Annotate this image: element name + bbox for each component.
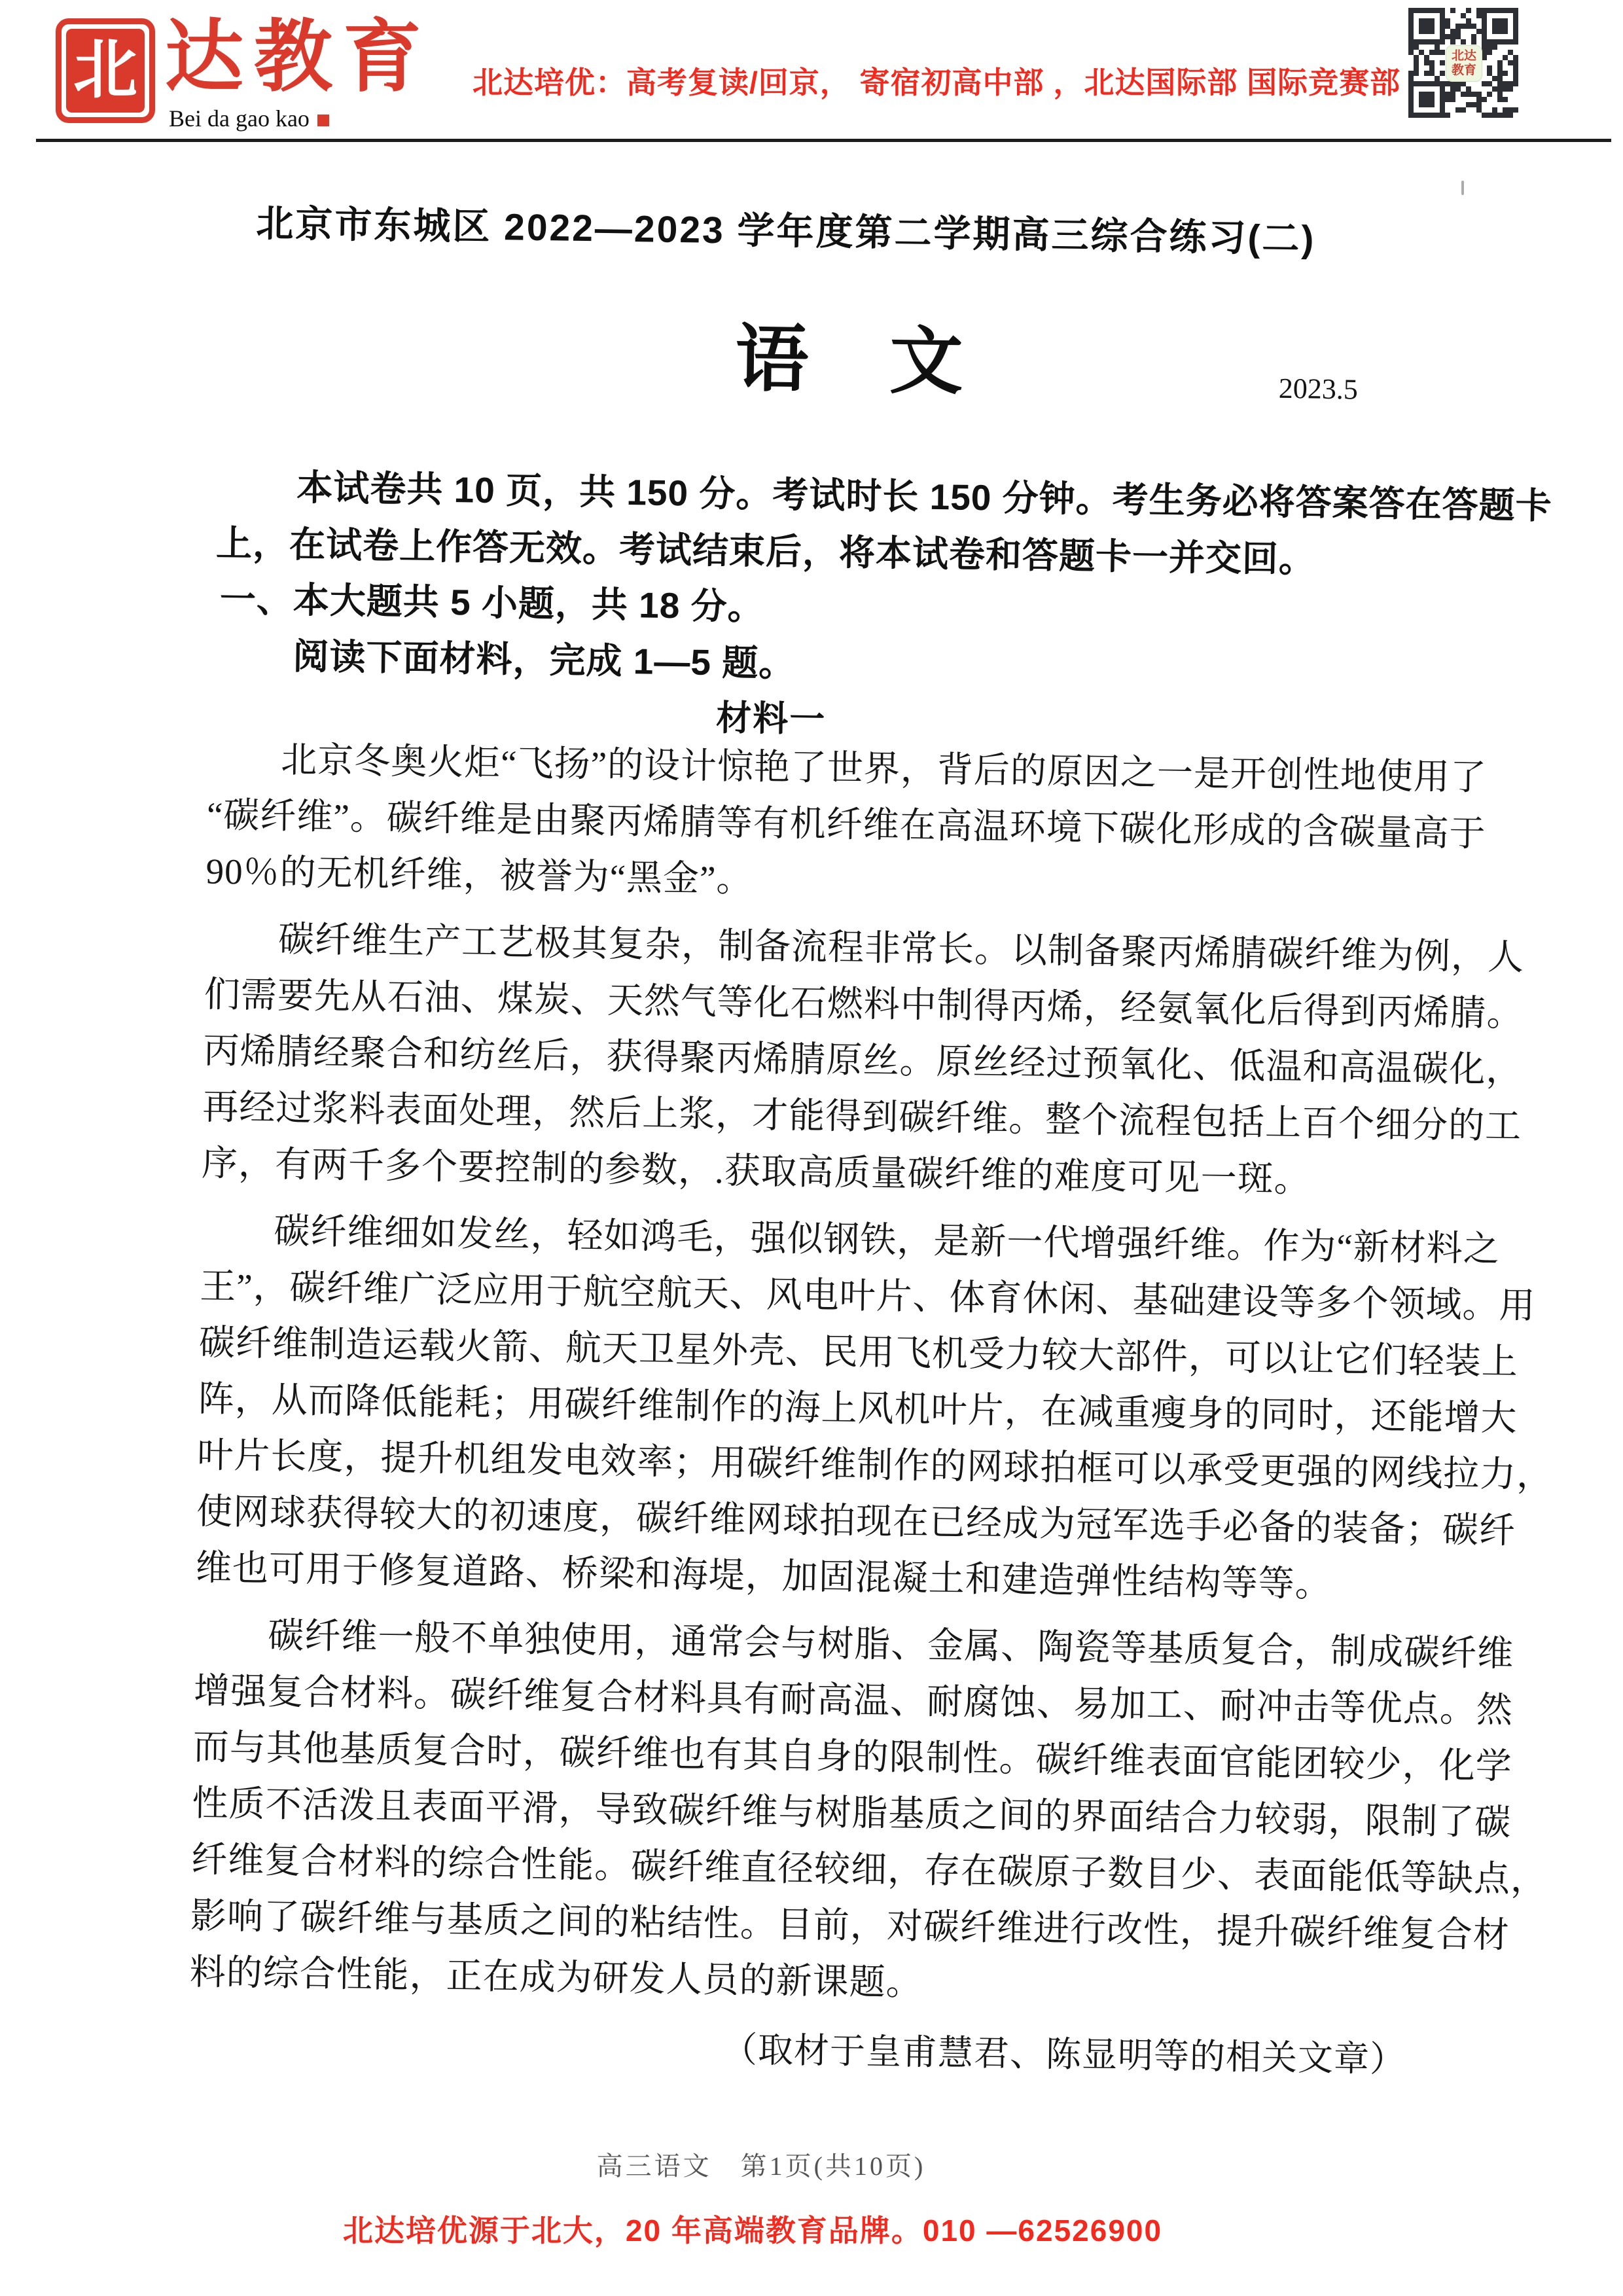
footer-slogan: 北达培优源于北大，20 年高端教育品牌。010 —62526900 xyxy=(342,2214,1163,2248)
material-text-line: 料的综合性能，正在成为研发人员的新课题。 xyxy=(189,1952,923,2003)
material-text-line: 丙烯腈经聚合和纺丝后，获得聚丙烯腈原丝。原丝经过预氧化、低温和高温碳化， xyxy=(203,1030,1523,1090)
material-text-line: 王”，碳纤维广泛应用于航空航天、风电叶片、体育休闲、基础建设等多个领域。用 xyxy=(199,1266,1536,1326)
material-text-line: 碳纤维制造运载火箭、航天卫星外壳、民用飞机受力较大部件，可以让它们轻装上 xyxy=(198,1322,1519,1382)
qr-label-bottom: 教育 xyxy=(1451,63,1476,77)
exam-date: 2023.5 xyxy=(1278,372,1359,406)
material-text-line: 维也可用于修复道路、桥梁和海堤，加固混凝土和建造弹性结构等等。 xyxy=(195,1547,1332,1605)
exam-title: 北京市东城区 2022—2023 学年度第二学期高三综合练习(二) xyxy=(255,202,1316,260)
material-text-line: 增强复合材料。碳纤维复合材料具有耐高温、耐腐蚀、易加工、耐冲击等优点。然 xyxy=(193,1670,1514,1731)
material-text-line: 北京冬奥火炬“飞扬”的设计惊艳了世界，背后的原因之一是开创性地使用了 xyxy=(280,740,1488,798)
material-text-line: 再经过浆料表面处理，然后上浆，才能得到碳纤维。整个流程包括上百个细分的工 xyxy=(202,1086,1522,1147)
subject-title: 语 文 xyxy=(734,317,968,403)
brand-subtext-label: Bei da gao kao xyxy=(169,105,310,132)
material-text xyxy=(189,731,1554,2019)
material-text-line: 纤维复合材料的综合性能。碳纤维直径较细，存在碳原子数目少、表面能低等缺点， xyxy=(190,1839,1548,1900)
logo-north-char: 北 xyxy=(66,29,145,113)
material-text-line: 叶片长度，提升机组发电效率；用碳纤维制作的网球拍框可以承受更强的网线拉力， xyxy=(197,1435,1554,1496)
notice-line-2: 上，在试卷上作答无效。考试结束后，将本试卷和答题卡一并交回。 xyxy=(215,522,1316,580)
material-text-line: 而与其他基质复合时，碳纤维也有其自身的限制性。碳纤维表面官能团较少，化学 xyxy=(192,1727,1513,1787)
material-text-line: 90％的无机纤维，被誉为“黑金”。 xyxy=(205,851,753,899)
notice-line-1: 本试卷共 10 页，共 150 分。考试时长 150 分钟。考生务必将答案答在答题卡 xyxy=(296,467,1553,527)
material-text-line: 使网球获得较大的初速度，碳纤维网球拍现在已经成为冠军选手必备的装备；碳纤 xyxy=(196,1491,1516,1551)
qr-label-top: 北达 xyxy=(1451,49,1476,63)
material-text-line: 碳纤维一般不单独使用，通常会与树脂、金属、陶瓷等基质复合，制成碳纤维 xyxy=(267,1615,1514,1674)
header-slogan: 北达培优：高考复读/回京， 寄宿初高中部 ，北达国际部 国际竞赛部 xyxy=(473,65,1401,99)
section-heading: 一、本大题共 5 小题，共 18 分。 xyxy=(219,578,765,628)
material-text-line: 序，有两千多个要控制的参数，.获取高质量碳纤维的难度可见一斑。 xyxy=(201,1143,1311,1200)
material-text-line: 性质不活泼且表面平滑，导致碳纤维与树脂基质之间的界面结合力较弱，限制了碳 xyxy=(192,1783,1512,1843)
material-text-line: 影响了碳纤维与基质之间的粘结性。目前，对碳纤维进行改性，提升碳纤维复合材 xyxy=(190,1895,1510,1956)
material-heading: 材料一 xyxy=(715,698,827,740)
material-text-line: 碳纤维生产工艺极其复杂，制备流程非常长。以制备聚丙烯腈碳纤维为例，人 xyxy=(277,919,1525,978)
material-text-line: 碳纤维细如发丝，轻如鸿毛，强似钢铁，是新一代增强纤维。作为“新材料之 xyxy=(274,1211,1501,1269)
material-text-line: 们需要先从石油、煤炭、天然气等化石燃料中制得丙烯，经氨氧化后得到丙烯腈。 xyxy=(204,974,1524,1034)
brand-name: 达教育 xyxy=(165,14,432,101)
material-text-line: “碳纤维”。碳纤维是由聚丙烯腈等有机纤维在高温环境下碳化形成的含碳量高于 xyxy=(206,795,1487,854)
material-text-line: 阵，从而降低能耗；用碳纤维制作的海上风机叶片，在减重瘦身的同时，还能增大 xyxy=(198,1378,1518,1439)
page-number: 高三语文 第1页(共10页) xyxy=(596,2151,926,2181)
source-attribution: （取材于皇甫慧君、陈显明等的相关文章） xyxy=(721,2030,1406,2079)
reading-instruction: 阅读下面材料，完成 1—5 题。 xyxy=(293,636,796,684)
